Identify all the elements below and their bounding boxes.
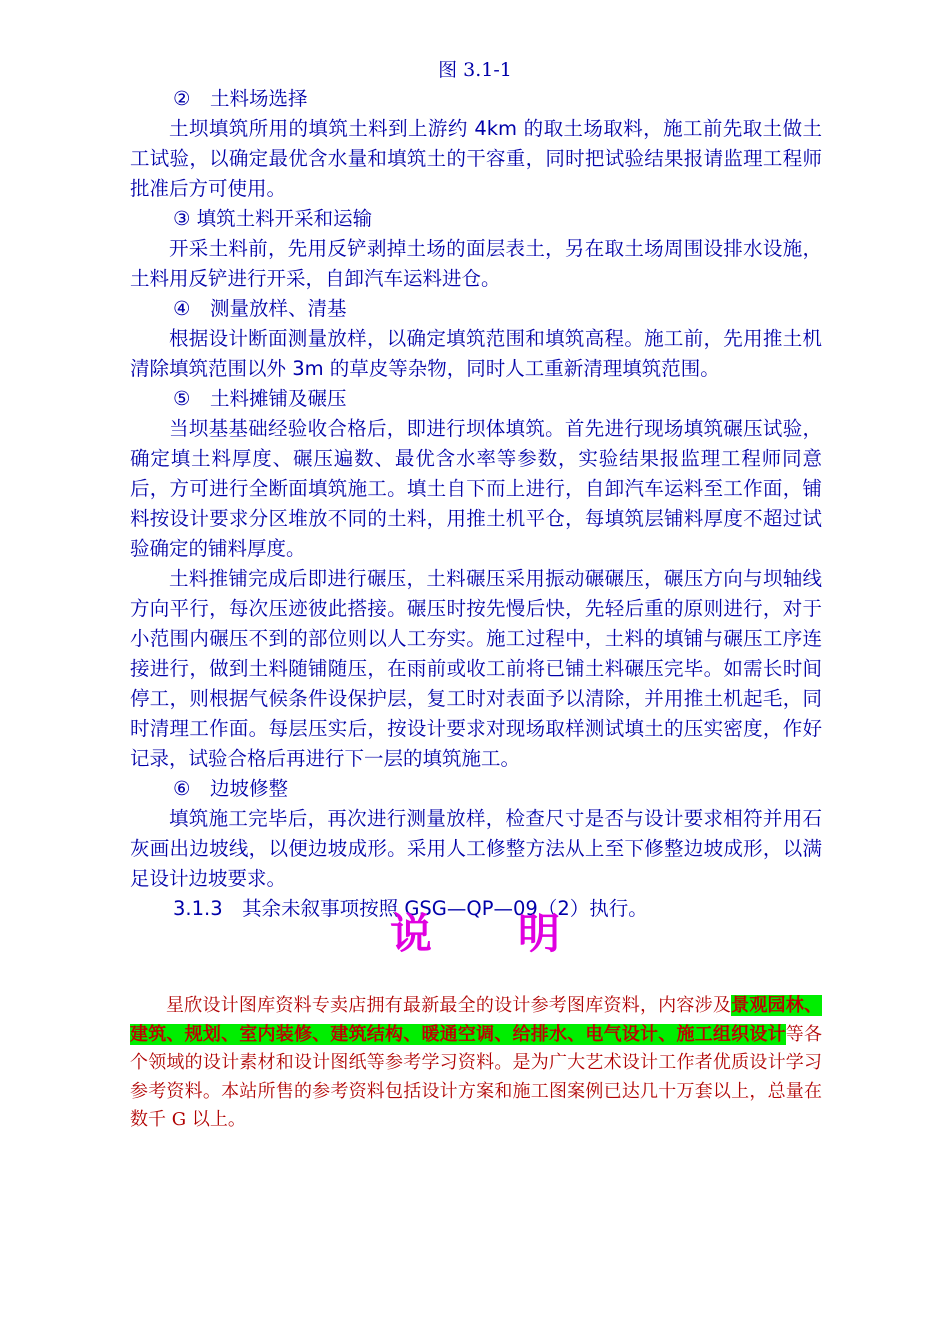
section-heading-spreading-compaction: ⑤ 土料摊铺及碾压 (173, 387, 347, 410)
section-heading-borrow-area: ② 土料场选择 (173, 87, 308, 110)
notice-title: 说明 (389, 909, 646, 958)
section-heading-survey-clearing: ④ 测量放样、清基 (173, 297, 347, 320)
notice-text-before: 星欣设计图库资料专卖店拥有最新最全的设计参考图库资料，内容涉及 (166, 995, 732, 1016)
construction-text (130, 84, 822, 924)
section-heading-excavation-transport: ③ 填筑土料开采和运输 (173, 207, 373, 230)
notice-paragraph (130, 992, 822, 1135)
paragraph-survey-clearing: 根据设计断面测量放样，以确定填筑范围和填筑高程。施工前，先用推土机清除填筑范围以外 3m 的草皮等杂物，同时人工重新清理填筑范围。 (130, 327, 822, 380)
paragraph-compaction: 土料推铺完成后即进行碾压，土料碾压采用振动碾碾压，碾压方向与坝轴线方向平行，每次压迹彼此搭接。碾压时按先慢后快，先轻后重的原则进行，对于小范围内碾压不到的部位则以人工夯实。施工过程中，土料的填铺与碾压工序连接进行，做到土料随铺随压，在雨前或收工前将已铺土料碾压完毕。如需长时间停工，则根据气候条件设保护层，复工时对表面予以清除，并用推土机起毛，同时清理工作面。每层压实后，按设计要求对现场取样测试填土的压实密度，作好记录，试验合格后再进行下一层的填筑施工。 (130, 567, 822, 770)
closing-note: 3.1.3 其余未叙事项按照 GSG—QP—09（2）执行。 (173, 897, 648, 920)
paragraph-slope-trimming: 填筑施工完毕后，再次进行测量放样，检查尺寸是否与设计要求相符并用石灰画出边坡线，以便边坡成形。采用人工修整方法从上至下修整边坡成形，以满足设计边坡要求。 (130, 807, 822, 890)
notice-highlight: 景观园林、建筑、规划、室内装修、建筑结构、暖通空调、给排水、电气设计、施工组织设计 (130, 995, 823, 1045)
section-heading-slope-trimming: ⑥ 边坡修整 (173, 777, 288, 800)
figure-caption: 图 3.1-1 (438, 59, 512, 81)
notice-text-after: 等各个领域的设计素材和设计图纸等参考学习资料。是为广大艺术设计工作者优质设计学习参考资料。本站所售的参考资料包括设计方案和施工图案例已达几十万套以上，总量在数千 G 以上。 (130, 1023, 822, 1130)
paragraph-borrow-area: 土坝填筑所用的填筑土料到上游约 4km 的取土场取料，施工前先取土做土工试验，以确定最优含水量和填筑土的干容重，同时把试验结果报请监理工程师批准后方可使用。 (130, 117, 822, 200)
paragraph-spreading: 当坝基基础经验收合格后，即进行坝体填筑。首先进行现场填筑碾压试验，确定填土料厚度、碾压遍数、最优含水率等参数，实验结果报监理工程师同意后，方可进行全断面填筑施工。填土自下而上进行，自卸汽车运料至工作面，铺料按设计要求分区堆放不同的土料，用推土机平仓，每填筑层铺料厚度不超过试验确定的铺料厚度。 (130, 417, 822, 560)
paragraph-excavation-transport: 开采土料前，先用反铲剥掉土场的面层表土，另在取土场周围设排水设施，土料用反铲进行开采，自卸汽车运料进仓。 (130, 237, 822, 290)
